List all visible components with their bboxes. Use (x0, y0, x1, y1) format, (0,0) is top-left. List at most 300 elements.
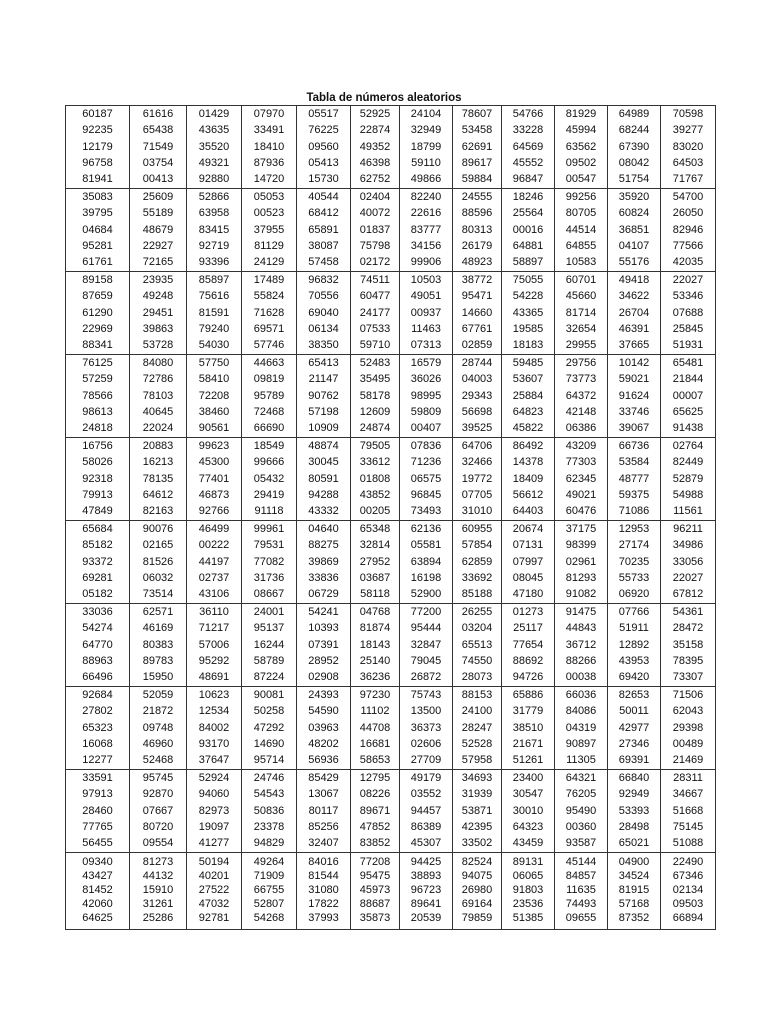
random-number: 32407 (308, 837, 339, 850)
table-cell (608, 687, 661, 770)
random-number: 62043 (672, 705, 704, 718)
random-number: 82973 (198, 804, 230, 817)
random-number: 50194 (198, 856, 230, 868)
table-cell (661, 604, 716, 687)
random-number: 38350 (308, 339, 339, 352)
random-number: 06575 (410, 472, 442, 485)
random-number: 59884 (461, 173, 493, 186)
random-number: 95490 (565, 804, 597, 817)
random-number: 59710 (359, 339, 391, 352)
random-number: 07970 (253, 108, 285, 120)
random-number: 16756 (82, 440, 113, 452)
random-number: 60824 (618, 207, 650, 220)
random-number: 05053 (253, 191, 285, 203)
table-cell (608, 853, 661, 930)
random-number: 49179 (410, 772, 442, 784)
random-number: 09502 (565, 156, 597, 169)
table-cell (66, 189, 130, 272)
random-number: 02764 (672, 440, 704, 452)
random-number: 10583 (565, 256, 597, 269)
random-number: 64503 (672, 156, 704, 169)
random-number: 00007 (672, 389, 704, 402)
random-number: 23400 (512, 772, 544, 784)
table-cell (297, 604, 351, 687)
random-number: 04640 (308, 523, 339, 535)
random-number: 77208 (359, 856, 391, 868)
random-number: 90081 (253, 689, 285, 701)
random-number: 19097 (198, 820, 230, 833)
random-number: 69391 (618, 754, 650, 767)
random-number: 99256 (565, 191, 597, 203)
random-number: 10909 (308, 422, 339, 435)
table-cell (555, 687, 608, 770)
random-number: 21872 (142, 705, 174, 718)
random-number: 39869 (308, 555, 339, 568)
random-number: 22027 (672, 571, 704, 584)
random-number: 36026 (410, 373, 442, 386)
random-number: 31939 (461, 788, 493, 801)
random-number: 99906 (410, 256, 442, 269)
random-number: 56936 (308, 754, 339, 767)
random-number: 63894 (410, 555, 442, 568)
random-number: 55733 (618, 571, 650, 584)
random-number: 77566 (672, 239, 704, 252)
random-number: 66755 (253, 884, 285, 897)
table-cell (66, 106, 130, 189)
random-number: 27802 (82, 705, 113, 718)
random-number: 38893 (410, 870, 442, 883)
random-number: 92949 (618, 788, 650, 801)
table-block-row (66, 438, 716, 521)
random-number: 58653 (359, 754, 391, 767)
random-number: 85182 (82, 539, 113, 552)
random-number: 18246 (512, 191, 544, 203)
random-number: 25564 (512, 207, 544, 220)
random-number: 92880 (198, 173, 230, 186)
random-number: 12277 (82, 754, 113, 767)
random-number: 28744 (461, 357, 493, 369)
random-number: 07131 (512, 539, 544, 552)
table-block-row (66, 355, 716, 438)
table-cell (608, 770, 661, 853)
random-number: 59021 (618, 373, 650, 386)
random-number: 90076 (142, 523, 174, 535)
random-number: 88266 (565, 654, 597, 667)
table-cell (297, 189, 351, 272)
random-number: 65513 (461, 638, 493, 651)
table-cell (400, 687, 453, 770)
random-number: 78566 (82, 389, 113, 402)
random-number: 33746 (618, 405, 650, 418)
random-number: 96847 (512, 173, 544, 186)
random-number: 80117 (308, 804, 339, 817)
table-cell (66, 770, 130, 853)
random-number: 47292 (253, 721, 285, 734)
random-number: 40201 (198, 870, 230, 883)
table-cell (187, 355, 242, 438)
random-number: 12179 (82, 140, 113, 153)
random-number: 92870 (142, 788, 174, 801)
random-number: 72786 (142, 373, 174, 386)
random-number: 31779 (512, 705, 544, 718)
random-number: 54361 (672, 606, 704, 618)
table-cell (400, 604, 453, 687)
random-number: 44132 (142, 870, 174, 883)
random-number: 85897 (198, 274, 230, 286)
random-number: 15950 (142, 671, 174, 684)
random-number: 89641 (410, 898, 442, 911)
random-number: 65481 (672, 357, 704, 369)
table-cell (661, 770, 716, 853)
random-number: 01808 (359, 472, 391, 485)
random-number: 25117 (513, 622, 543, 635)
random-number: 72165 (142, 256, 174, 269)
random-number: 66496 (82, 671, 113, 684)
random-number: 58178 (359, 389, 391, 402)
random-number: 24001 (253, 606, 285, 618)
random-number: 43635 (198, 124, 230, 137)
table-cell (400, 272, 453, 355)
random-number: 49248 (142, 290, 174, 303)
table-cell (130, 604, 187, 687)
random-number: 37665 (618, 339, 650, 352)
random-number: 00407 (410, 422, 442, 435)
random-number: 16068 (82, 737, 113, 750)
random-number: 34524 (618, 870, 650, 883)
random-number: 64625 (82, 912, 113, 925)
table-cell (351, 272, 400, 355)
random-number: 06065 (512, 870, 544, 883)
random-number: 91118 (254, 505, 284, 518)
random-number: 54590 (308, 705, 339, 718)
table-cell (187, 770, 242, 853)
random-number: 64770 (82, 638, 113, 651)
random-number: 49051 (410, 290, 442, 303)
random-number: 53346 (672, 290, 704, 303)
random-number: 68412 (308, 207, 339, 220)
random-number: 61616 (142, 108, 174, 120)
random-number: 09560 (308, 140, 339, 153)
random-number: 49418 (618, 274, 650, 286)
random-number: 43365 (512, 306, 544, 319)
random-number: 39277 (672, 124, 704, 137)
random-number: 26179 (461, 239, 493, 252)
table-cell (66, 687, 130, 770)
random-number: 04768 (359, 606, 391, 618)
random-number: 20883 (142, 440, 174, 452)
random-number: 82946 (672, 223, 704, 236)
table-cell (66, 355, 130, 438)
random-number: 39067 (618, 422, 650, 435)
random-number: 75616 (198, 290, 230, 303)
table-cell (130, 106, 187, 189)
random-number: 95475 (359, 870, 391, 883)
table-cell (400, 355, 453, 438)
random-number: 11561 (673, 505, 703, 518)
table-cell (187, 438, 242, 521)
random-number: 26255 (461, 606, 493, 618)
random-number: 11102 (360, 705, 390, 718)
random-number: 91803 (512, 884, 544, 897)
random-number: 39863 (142, 322, 174, 335)
random-number: 07533 (359, 322, 391, 335)
random-number: 57854 (461, 539, 493, 552)
random-number: 94457 (410, 804, 442, 817)
random-number: 58897 (512, 256, 544, 269)
random-number: 05517 (308, 108, 339, 120)
random-number: 77303 (565, 456, 597, 469)
random-number: 74493 (565, 898, 597, 911)
random-number: 96832 (308, 274, 339, 286)
random-number: 85188 (461, 588, 493, 601)
random-number: 87352 (618, 912, 650, 925)
random-number: 93372 (82, 555, 113, 568)
random-number: 26872 (410, 671, 442, 684)
random-number: 28460 (82, 804, 113, 817)
random-number: 94288 (308, 488, 339, 501)
random-number: 91624 (618, 389, 650, 402)
random-number: 03552 (410, 788, 442, 801)
random-number: 35158 (672, 638, 704, 651)
random-number: 31261 (142, 898, 174, 911)
random-number: 48923 (461, 256, 493, 269)
random-number: 48679 (142, 223, 174, 236)
random-number: 43427 (82, 870, 113, 883)
random-number: 33491 (253, 124, 285, 137)
random-number: 49352 (359, 140, 391, 153)
random-number: 34622 (618, 290, 650, 303)
random-number: 71236 (410, 456, 442, 469)
random-number: 52059 (142, 689, 174, 701)
random-number: 28498 (618, 820, 650, 833)
random-number: 14720 (253, 173, 285, 186)
random-number: 20674 (512, 523, 544, 535)
random-number: 30045 (308, 456, 339, 469)
random-number: 65891 (308, 223, 339, 236)
random-number: 51261 (512, 754, 544, 767)
random-number: 56698 (461, 405, 493, 418)
random-number: 67390 (618, 140, 650, 153)
random-number: 02165 (142, 539, 174, 552)
random-number: 33056 (672, 555, 704, 568)
random-number: 43852 (359, 488, 391, 501)
random-number: 54766 (512, 108, 544, 120)
table-cell (187, 106, 242, 189)
random-number: 32654 (565, 322, 597, 335)
random-number: 03754 (142, 156, 174, 169)
random-number: 66736 (618, 440, 650, 452)
random-number: 86389 (410, 820, 442, 833)
random-number: 57746 (253, 339, 285, 352)
random-number: 80705 (565, 207, 597, 220)
random-number: 76125 (82, 357, 113, 369)
random-number: 30547 (512, 788, 544, 801)
random-number: 24177 (359, 306, 391, 319)
random-number: 00547 (565, 173, 597, 186)
random-number: 81273 (142, 856, 174, 868)
random-number: 71549 (142, 140, 174, 153)
random-number: 00413 (142, 173, 174, 186)
random-number: 64989 (618, 108, 650, 120)
table-cell (502, 853, 555, 930)
random-number: 36236 (359, 671, 391, 684)
random-number: 05432 (253, 472, 285, 485)
random-number: 88341 (82, 339, 113, 352)
table-cell (608, 355, 661, 438)
random-number: 34986 (672, 539, 704, 552)
random-number: 57198 (308, 405, 339, 418)
random-number: 93396 (198, 256, 230, 269)
table-cell (555, 355, 608, 438)
random-number: 98399 (565, 539, 597, 552)
random-number: 71086 (618, 505, 650, 518)
random-number: 82653 (618, 689, 650, 701)
random-number: 62752 (359, 173, 391, 186)
random-number: 93587 (565, 837, 597, 850)
random-number: 94425 (410, 856, 442, 868)
table-cell (453, 106, 502, 189)
random-number: 64881 (512, 239, 544, 252)
random-number: 24874 (359, 422, 391, 435)
random-number: 96211 (673, 523, 703, 535)
random-number: 79505 (359, 440, 391, 452)
table-cell (66, 521, 130, 604)
table-cell (661, 687, 716, 770)
random-number: 33612 (359, 456, 391, 469)
random-number: 95444 (410, 622, 442, 635)
random-number: 26704 (618, 306, 650, 319)
random-number: 70235 (618, 555, 650, 568)
random-number: 15730 (308, 173, 339, 186)
random-number: 00937 (410, 306, 442, 319)
random-number: 77082 (253, 555, 285, 568)
random-number: 72468 (253, 405, 285, 418)
random-number: 77401 (198, 472, 230, 485)
random-number: 25845 (672, 322, 704, 335)
random-number: 75798 (359, 239, 391, 252)
table-cell (453, 272, 502, 355)
random-number: 10503 (410, 274, 442, 286)
table-cell (661, 438, 716, 521)
random-number: 07391 (308, 638, 339, 651)
random-number: 69420 (618, 671, 650, 684)
random-number: 18143 (359, 638, 391, 651)
random-number: 88963 (82, 654, 113, 667)
table-cell (351, 521, 400, 604)
random-number: 46960 (142, 737, 174, 750)
random-number: 47032 (198, 898, 230, 911)
random-number: 45144 (565, 856, 597, 868)
random-number: 11305 (566, 754, 596, 767)
random-number: 92235 (82, 124, 113, 137)
random-number: 62136 (410, 523, 442, 535)
random-number: 45552 (512, 156, 544, 169)
random-number: 22490 (672, 856, 704, 868)
random-number: 20539 (410, 912, 442, 925)
random-number: 50011 (619, 705, 649, 718)
table-cell (187, 604, 242, 687)
random-number: 51911 (619, 622, 649, 635)
random-number: 83020 (672, 140, 704, 153)
table-cell (453, 770, 502, 853)
random-number: 74511 (360, 274, 390, 286)
random-number: 88687 (359, 898, 391, 911)
random-number: 52807 (253, 898, 285, 911)
random-number: 88153 (461, 689, 493, 701)
random-number: 39525 (461, 422, 493, 435)
random-number: 27952 (359, 555, 391, 568)
random-number: 80383 (142, 638, 174, 651)
random-number: 35520 (198, 140, 230, 153)
random-number: 02961 (565, 555, 597, 568)
random-number: 64372 (565, 389, 597, 402)
random-number: 42395 (461, 820, 493, 833)
random-number: 64612 (142, 488, 174, 501)
random-number: 38510 (512, 721, 544, 734)
random-number: 60476 (565, 505, 597, 518)
random-number: 09819 (253, 373, 285, 386)
random-number: 38772 (461, 274, 493, 286)
random-number: 18799 (410, 140, 442, 153)
random-number: 99961 (253, 523, 285, 535)
random-number: 94075 (461, 870, 493, 883)
table-cell (66, 604, 130, 687)
random-number: 24129 (253, 256, 285, 269)
random-number: 16244 (253, 638, 285, 651)
table-cell (453, 853, 502, 930)
random-number: 75743 (410, 689, 442, 701)
random-number: 32949 (410, 124, 442, 137)
random-number: 64403 (512, 505, 544, 518)
random-number: 57006 (198, 638, 230, 651)
random-number: 22927 (142, 239, 174, 252)
random-number: 90762 (308, 389, 339, 402)
random-number: 12892 (618, 638, 650, 651)
random-number: 06386 (565, 422, 597, 435)
table-cell (187, 853, 242, 930)
random-number: 89158 (82, 274, 113, 286)
random-number: 16579 (410, 357, 442, 369)
random-number: 61290 (82, 306, 113, 319)
random-number: 33836 (308, 571, 339, 584)
random-number: 47180 (512, 588, 544, 601)
table-cell (502, 770, 555, 853)
table-cell (453, 687, 502, 770)
random-number: 08226 (359, 788, 391, 801)
random-number: 95292 (198, 654, 230, 667)
random-number: 35873 (359, 912, 391, 925)
random-number: 71628 (253, 306, 285, 319)
random-number: 10142 (618, 357, 650, 369)
table-cell (297, 853, 351, 930)
table-cell (400, 189, 453, 272)
random-number: 65684 (82, 523, 113, 535)
random-number: 54988 (672, 488, 704, 501)
random-number: 77765 (82, 820, 113, 833)
random-number: 27709 (410, 754, 442, 767)
table-cell (242, 770, 297, 853)
random-number: 58410 (198, 373, 230, 386)
table-cell (608, 189, 661, 272)
random-number: 53728 (142, 339, 174, 352)
random-number: 27174 (618, 539, 650, 552)
random-number: 12534 (198, 705, 230, 718)
random-number: 69040 (308, 306, 339, 319)
random-number: 46169 (142, 622, 174, 635)
random-number: 68244 (618, 124, 650, 137)
random-number: 82240 (410, 191, 442, 203)
random-number: 71217 (198, 622, 230, 635)
